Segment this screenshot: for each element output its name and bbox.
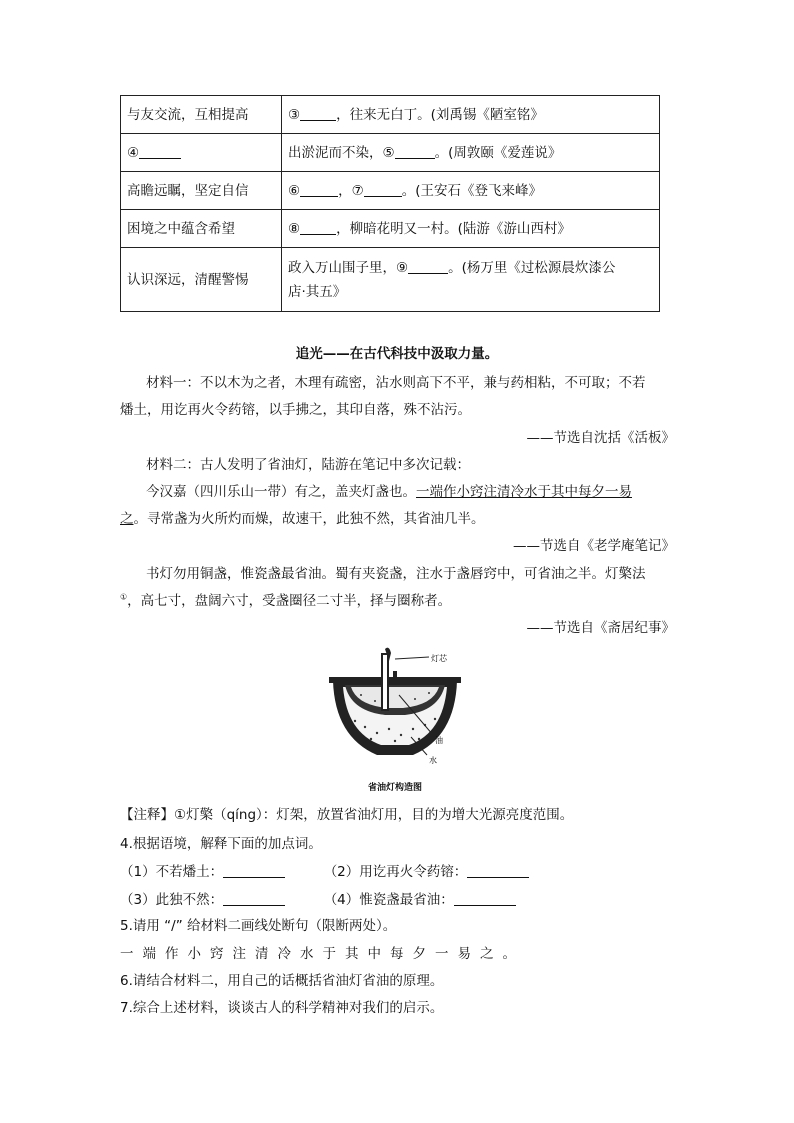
blank-marker: ⑤	[382, 144, 395, 161]
wick-label: 灯芯	[431, 654, 447, 663]
text: 今汉嘉（四川乐山一带）有之，盖夹灯盏也。	[146, 484, 416, 500]
q4-item4-label: （4）惟瓷盏最省油：	[323, 892, 454, 908]
material2-p1-line1	[120, 480, 701, 500]
cell-text: 店·其五》	[288, 283, 347, 300]
answer-blank[interactable]	[300, 220, 336, 235]
answer-blank[interactable]	[139, 144, 181, 159]
cell-text: 。(王安石《登飞来峰》	[401, 182, 542, 199]
blank-marker: ⑦	[351, 182, 364, 199]
material2-intro: 材料二：古人发明了省油灯，陆游在笔记中多次记载：	[146, 457, 470, 473]
answer-blank[interactable]	[408, 259, 448, 274]
poem-table	[120, 95, 660, 312]
material2-p1-line2	[120, 507, 675, 527]
wick-support	[393, 671, 397, 685]
q4-item2-label: （2）用讫再火令药镕：	[323, 864, 468, 880]
blank-marker: ⑨	[396, 259, 409, 276]
line-cell	[282, 96, 660, 134]
theme-cell: 认识深远，清醒警惕	[121, 248, 282, 312]
table-row	[121, 210, 660, 248]
oil-lamp-figure	[325, 645, 465, 765]
cell-text: 。(杨万里《过松源晨炊漆公	[448, 259, 616, 276]
answer-blank[interactable]	[300, 106, 336, 121]
material1-line1: 材料一：不以木为之者，木理有疏密，沾水则高下不平，兼与药相粘，不可取；不若	[146, 375, 646, 391]
question-4: 4.根据语境，解释下面的加点词。	[120, 836, 322, 852]
question-5: 5.请用 “/” 给材料二画线处断句（限断两处）。	[120, 918, 397, 934]
q4-item3-label: （3）此独不然：	[120, 892, 224, 908]
table-row	[121, 96, 660, 134]
text: 。寻常盏为火所灼而燥，故速干，此独不然，其省油几半。	[133, 511, 485, 527]
question-7: 7.综合上述材料，谈谈古人的科学精神对我们的启示。	[120, 1000, 444, 1016]
theme-cell: 困境之中蕴含希望	[121, 210, 282, 248]
figure-caption: 省油灯构造图	[367, 783, 422, 793]
blank-marker: ⑧	[288, 220, 301, 237]
material2-source1: ——节选自《老学庵笔记》	[513, 538, 675, 554]
blank-marker: ④	[127, 144, 140, 161]
answer-blank[interactable]	[300, 182, 338, 197]
cell-text: ，往来无白丁。(刘禹锡《陋室铭》	[336, 106, 544, 123]
question-4-row2	[120, 888, 675, 908]
footnote-marker: ①	[120, 592, 128, 602]
wick-tube	[383, 655, 387, 709]
line-cell	[282, 210, 660, 248]
q4-item3-answer[interactable]	[223, 892, 285, 906]
question-5-text: 一端作小窍注清冷水于其中每夕一易之。	[120, 946, 525, 962]
material2-p2-line2	[120, 589, 675, 609]
q4-item1-label: （1）不若燔土：	[120, 864, 224, 880]
oil-label: 油	[435, 736, 443, 745]
q4-item4-answer[interactable]	[454, 892, 516, 906]
cell-text: ，柳暗花明又一村。(陆游《游山西村》	[336, 220, 571, 237]
blank-marker: ⑥	[288, 182, 301, 199]
material2-source2: ——节选自《斋居纪事》	[526, 620, 675, 636]
table-row	[121, 172, 660, 210]
annotation-note: 【注释】①灯檠（qíng）：灯架，放置省油灯用，目的为增大光源亮度范围。	[120, 807, 574, 823]
question-6: 6.请结合材料二，用自己的话概括省油灯省油的原理。	[120, 973, 444, 989]
question-4-row1	[120, 860, 675, 880]
cell-text: 政入万山围子里，	[288, 259, 396, 276]
line-cell	[282, 134, 660, 172]
text: ，高七寸，盘阔六寸，受盏圈径二寸半，择与圈称者。	[127, 593, 452, 609]
wick-leader-line	[395, 657, 429, 659]
line-cell	[282, 248, 660, 312]
underlined-text: 之	[120, 511, 134, 527]
water-label: 水	[429, 756, 437, 765]
material1-source: ——节选自沈括《活板》	[526, 430, 675, 446]
q4-item2-answer[interactable]	[467, 864, 529, 878]
cell-text: 出淤泥而不染，	[288, 144, 383, 161]
theme-cell	[121, 134, 282, 172]
line-cell	[282, 172, 660, 210]
cell-text: 。(周敦颐《爱莲说》	[434, 144, 562, 161]
table-row	[121, 248, 660, 312]
section-title: 追光——在古代科技中汲取力量。	[295, 346, 499, 362]
material1-line2: 燔土，用讫再火令药镕，以手拂之，其印自落，殊不沾污。	[120, 402, 471, 418]
theme-cell: 与友交流，互相提高	[121, 96, 282, 134]
cell-text: ，	[338, 182, 352, 199]
material2-p2-line1: 书灯勿用铜盏，惟瓷盏最省油。蜀有夹瓷盏，注水于盏唇窍中，可省油之半。灯檠法	[146, 566, 646, 582]
theme-cell: 高瞻远瞩，坚定自信	[121, 172, 282, 210]
answer-blank[interactable]	[364, 182, 402, 197]
answer-blank[interactable]	[395, 144, 435, 159]
table-row	[121, 134, 660, 172]
underlined-text: 一端作小窍注清冷水于其中每夕一易	[416, 484, 632, 500]
q4-item1-answer[interactable]	[223, 864, 285, 878]
blank-marker: ③	[288, 106, 301, 123]
oil-lamp-diagram	[325, 645, 465, 765]
